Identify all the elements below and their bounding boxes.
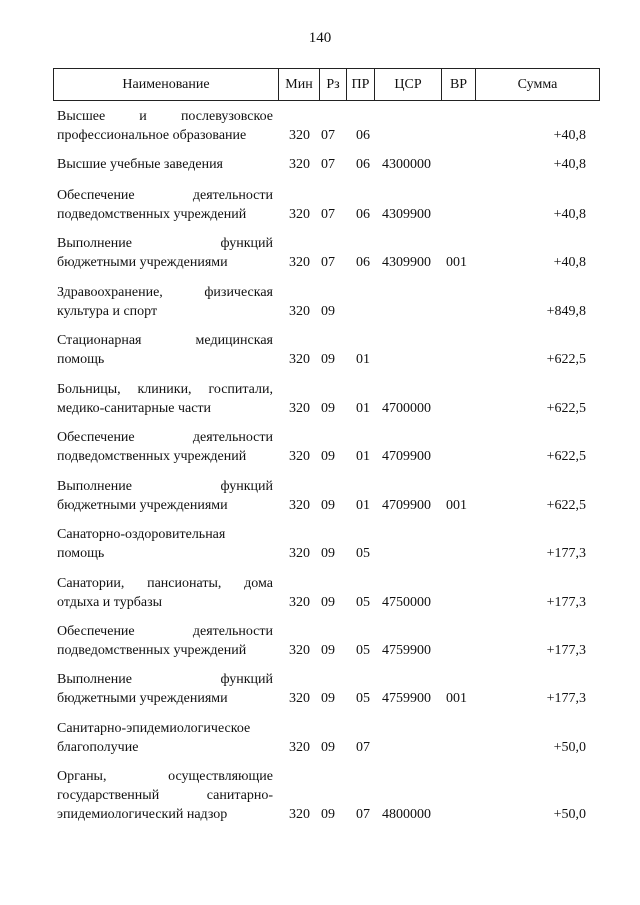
header-sum: Сумма bbox=[476, 69, 600, 101]
row-name-line: бюджетными учреждениями bbox=[57, 255, 228, 270]
row-sum: +622,5 bbox=[546, 352, 586, 367]
row-pr: 01 bbox=[356, 449, 370, 464]
row-rz: 07 bbox=[321, 128, 335, 143]
row-pr: 05 bbox=[356, 595, 370, 610]
row-name bbox=[57, 622, 273, 660]
row-name-line: помощь bbox=[57, 546, 105, 561]
row-rz: 09 bbox=[321, 352, 335, 367]
row-rz: 09 bbox=[321, 546, 335, 561]
row-min: 320 bbox=[289, 207, 310, 222]
row-name bbox=[57, 331, 273, 369]
row-rz: 09 bbox=[321, 740, 335, 755]
row-name-line: эпидемиологический надзор bbox=[57, 807, 228, 822]
row-rz: 09 bbox=[321, 691, 335, 706]
row-name-line: Высшие учебные заведения bbox=[57, 157, 223, 172]
row-name-line: Санитарно-эпидемиологическое bbox=[57, 721, 251, 736]
row-rz: 09 bbox=[321, 807, 335, 822]
row-name bbox=[57, 234, 273, 272]
row-vr: 001 bbox=[446, 498, 467, 513]
row-name-line: Стационарная медицинская bbox=[57, 333, 273, 348]
row-name bbox=[57, 525, 273, 563]
row-name bbox=[57, 719, 273, 757]
row-pr: 06 bbox=[356, 207, 370, 222]
row-min: 320 bbox=[289, 546, 310, 561]
row-csr: 4800000 bbox=[382, 807, 431, 822]
row-sum: +40,8 bbox=[553, 157, 586, 172]
row-min: 320 bbox=[289, 304, 310, 319]
row-sum: +177,3 bbox=[546, 546, 586, 561]
row-name-line: Обеспечение деятельности bbox=[57, 624, 273, 639]
header-vr: ВР bbox=[442, 69, 476, 101]
row-name-line: помощь bbox=[57, 352, 105, 367]
row-name-line: Санатории, пансионаты, дома bbox=[57, 576, 273, 591]
row-rz: 09 bbox=[321, 304, 335, 319]
row-csr: 4309900 bbox=[382, 255, 431, 270]
row-sum: +40,8 bbox=[553, 128, 586, 143]
row-name-line: подведомственных учреждений bbox=[57, 449, 247, 464]
row-sum: +622,5 bbox=[546, 401, 586, 416]
row-sum: +177,3 bbox=[546, 691, 586, 706]
row-name-line: Обеспечение деятельности bbox=[57, 188, 273, 203]
row-pr: 01 bbox=[356, 401, 370, 416]
row-pr: 06 bbox=[356, 157, 370, 172]
row-pr: 07 bbox=[356, 740, 370, 755]
row-min: 320 bbox=[289, 691, 310, 706]
row-sum: +622,5 bbox=[546, 449, 586, 464]
row-pr: 05 bbox=[356, 546, 370, 561]
row-name-line: Выполнение функций bbox=[57, 672, 273, 687]
row-min: 320 bbox=[289, 128, 310, 143]
row-min: 320 bbox=[289, 449, 310, 464]
header-name: Наименование bbox=[54, 69, 279, 101]
row-name bbox=[57, 428, 273, 466]
row-name-line: благополучие bbox=[57, 740, 139, 755]
row-name-line: бюджетными учреждениями bbox=[57, 498, 228, 513]
row-csr: 4750000 bbox=[382, 595, 431, 610]
row-pr: 05 bbox=[356, 691, 370, 706]
header-rz: Рз bbox=[320, 69, 347, 101]
row-csr: 4700000 bbox=[382, 401, 431, 416]
row-sum: +177,3 bbox=[546, 595, 586, 610]
row-name-line: бюджетными учреждениями bbox=[57, 691, 228, 706]
row-name bbox=[57, 107, 273, 145]
row-name-line: Органы, осуществляющие bbox=[57, 769, 273, 784]
row-name-line: Выполнение функций bbox=[57, 236, 273, 251]
row-name-line: подведомственных учреждений bbox=[57, 643, 247, 658]
row-name-line: Здравоохранение, физическая bbox=[57, 285, 273, 300]
row-min: 320 bbox=[289, 807, 310, 822]
row-name-line: профессиональное образование bbox=[57, 128, 247, 143]
row-name bbox=[57, 380, 273, 418]
row-sum: +849,8 bbox=[546, 304, 586, 319]
row-rz: 09 bbox=[321, 595, 335, 610]
row-pr: 01 bbox=[356, 498, 370, 513]
row-rz: 09 bbox=[321, 449, 335, 464]
header-csr: ЦСР bbox=[375, 69, 442, 101]
row-name-line: Выполнение функций bbox=[57, 479, 273, 494]
row-name-line: отдыха и турбазы bbox=[57, 595, 163, 610]
row-min: 320 bbox=[289, 595, 310, 610]
header-min: Мин bbox=[279, 69, 320, 101]
row-rz: 07 bbox=[321, 207, 335, 222]
row-name bbox=[57, 767, 273, 824]
row-min: 320 bbox=[289, 740, 310, 755]
row-min: 320 bbox=[289, 498, 310, 513]
row-pr: 07 bbox=[356, 807, 370, 822]
row-name bbox=[57, 186, 273, 224]
row-pr: 06 bbox=[356, 255, 370, 270]
row-min: 320 bbox=[289, 255, 310, 270]
row-min: 320 bbox=[289, 401, 310, 416]
row-min: 320 bbox=[289, 352, 310, 367]
row-name-line: медико-санитарные части bbox=[57, 401, 212, 416]
row-name-line: государственный санитарно- bbox=[57, 788, 273, 803]
row-sum: +50,0 bbox=[553, 740, 586, 755]
row-name bbox=[57, 155, 273, 174]
row-name bbox=[57, 670, 273, 708]
row-name-line: Санаторно-оздоровительная bbox=[57, 527, 226, 542]
row-csr: 4709900 bbox=[382, 449, 431, 464]
row-name-line: подведомственных учреждений bbox=[57, 207, 247, 222]
row-sum: +50,0 bbox=[553, 807, 586, 822]
row-name bbox=[57, 283, 273, 321]
row-rz: 09 bbox=[321, 401, 335, 416]
row-vr: 001 bbox=[446, 691, 467, 706]
row-name-line: культура и спорт bbox=[57, 304, 158, 319]
row-name-line: Больницы, клиники, госпитали, bbox=[57, 382, 273, 397]
row-name-line: Высшее и послевузовское bbox=[57, 109, 273, 124]
row-csr: 4759900 bbox=[382, 643, 431, 658]
header-pr: ПР bbox=[347, 69, 375, 101]
row-rz: 09 bbox=[321, 643, 335, 658]
row-min: 320 bbox=[289, 643, 310, 658]
row-rz: 07 bbox=[321, 255, 335, 270]
row-sum: +40,8 bbox=[553, 207, 586, 222]
page-number: 140 bbox=[308, 30, 332, 46]
row-csr: 4309900 bbox=[382, 207, 431, 222]
row-csr: 4300000 bbox=[382, 157, 431, 172]
row-sum: +177,3 bbox=[546, 643, 586, 658]
row-name-line: Обеспечение деятельности bbox=[57, 430, 273, 445]
row-name bbox=[57, 574, 273, 612]
row-rz: 07 bbox=[321, 157, 335, 172]
row-vr: 001 bbox=[446, 255, 467, 270]
row-sum: +40,8 bbox=[553, 255, 586, 270]
row-csr: 4709900 bbox=[382, 498, 431, 513]
row-pr: 01 bbox=[356, 352, 370, 367]
row-sum: +622,5 bbox=[546, 498, 586, 513]
row-min: 320 bbox=[289, 157, 310, 172]
row-rz: 09 bbox=[321, 498, 335, 513]
row-csr: 4759900 bbox=[382, 691, 431, 706]
row-name bbox=[57, 477, 273, 515]
row-pr: 06 bbox=[356, 128, 370, 143]
row-pr: 05 bbox=[356, 643, 370, 658]
